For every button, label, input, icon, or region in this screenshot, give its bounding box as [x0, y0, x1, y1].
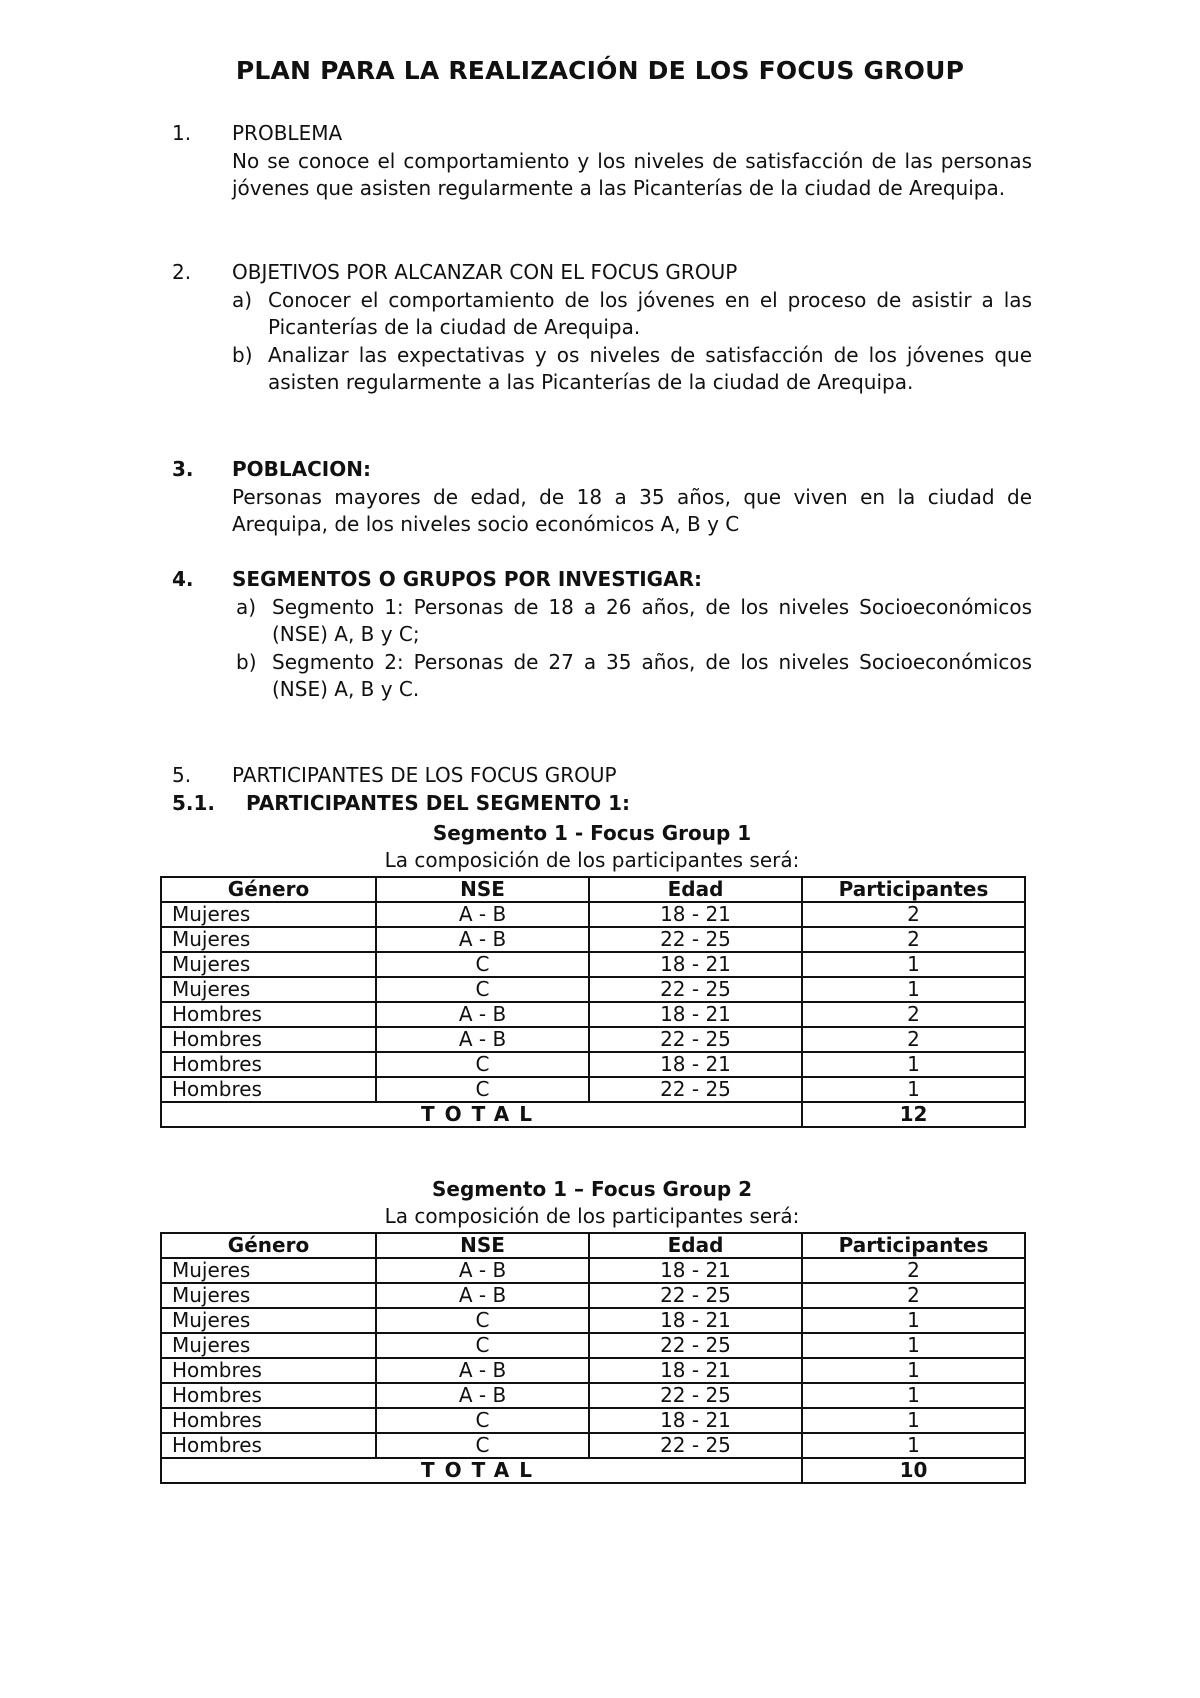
list-item-text: Conocer el comportamiento de los jóvenes en el proceso de asistir a las Picanterías de la ciudad de Arequipa. [268, 287, 1032, 340]
cell-participantes: 1 [802, 1383, 1025, 1408]
table-row [161, 1383, 1025, 1408]
cell-nse: C [376, 1052, 589, 1077]
table-header-row [161, 1233, 1025, 1258]
cell-nse: A - B [376, 1283, 589, 1308]
cell-edad: 22 - 25 [589, 1383, 802, 1408]
cell-nse: A - B [376, 927, 589, 952]
cell-participantes: 1 [802, 1408, 1025, 1433]
cell-genero: Hombres [161, 1358, 376, 1383]
subsection-title: PARTICIPANTES DEL SEGMENTO 1: [246, 790, 630, 815]
cell-nse: A - B [376, 1258, 589, 1283]
cell-nse: C [376, 1333, 589, 1358]
cell-nse: C [376, 1433, 589, 1458]
cell-edad: 22 - 25 [589, 1433, 802, 1458]
cell-genero: Mujeres [161, 927, 376, 952]
cell-participantes: 1 [802, 1077, 1025, 1102]
cell-edad: 18 - 21 [589, 1258, 802, 1283]
section-heading [172, 566, 1032, 594]
table-header-row [161, 877, 1025, 902]
cell-genero: Hombres [161, 1408, 376, 1433]
list-item [232, 342, 1032, 397]
section-number: 3. [172, 457, 194, 481]
cell-nse: C [376, 1077, 589, 1102]
cell-edad: 22 - 25 [589, 1027, 802, 1052]
cell-genero: Mujeres [161, 902, 376, 927]
table-row [161, 952, 1025, 977]
subsection-heading [172, 790, 1032, 818]
list-marker: a) [232, 287, 253, 312]
list-item [236, 594, 1032, 649]
cell-edad: 18 - 21 [589, 952, 802, 977]
cell-edad: 18 - 21 [589, 902, 802, 927]
table-row [161, 1433, 1025, 1458]
section-heading [172, 762, 1032, 790]
cell-genero: Hombres [161, 1027, 376, 1052]
cell-genero: Mujeres [161, 1258, 376, 1283]
table-caption: Segmento 1 - Focus Group 1 [432, 821, 752, 845]
cell-genero: Mujeres [161, 1283, 376, 1308]
table-row [161, 1333, 1025, 1358]
cell-edad: 22 - 25 [589, 1333, 802, 1358]
cell-nse: C [376, 977, 589, 1002]
cell-genero: Hombres [161, 1383, 376, 1408]
column-header: Participantes [802, 1233, 1025, 1258]
table-caption: Segmento 1 – Focus Group 2 [431, 1177, 753, 1201]
total-value: 10 [802, 1458, 1025, 1483]
cell-genero: Mujeres [161, 1308, 376, 1333]
cell-edad: 18 - 21 [589, 1308, 802, 1333]
list-item-text: Segmento 1: Personas de 18 a 26 años, de los niveles Socioeconómicos (NSE) A, B y C; [272, 594, 1032, 647]
subsection-number: 5.1. [172, 790, 216, 815]
list-item [236, 649, 1032, 704]
cell-participantes: 2 [802, 1283, 1025, 1308]
table-row [161, 1408, 1025, 1433]
section-title: SEGMENTOS O GRUPOS POR INVESTIGAR: [232, 567, 702, 591]
objectives-list [232, 287, 1032, 397]
section-title: PROBLEMA [232, 121, 343, 145]
cell-genero: Mujeres [161, 1333, 376, 1358]
cell-nse: A - B [376, 1002, 589, 1027]
column-header: Edad [589, 1233, 802, 1258]
cell-nse: C [376, 1308, 589, 1333]
section-heading [172, 120, 1032, 148]
cell-participantes: 2 [802, 1258, 1025, 1283]
section-paragraph: No se conoce el comportamiento y los niveles de satisfacción de las personas jóvenes que asisten regularmente a las Picanterías de la ciudad de Arequipa. [232, 148, 1032, 201]
table-row [161, 927, 1025, 952]
cell-participantes: 1 [802, 1333, 1025, 1358]
list-marker: a) [236, 594, 257, 619]
column-header: Participantes [802, 877, 1025, 902]
table-row [161, 902, 1025, 927]
section-segmentos [172, 566, 1032, 704]
cell-participantes: 2 [802, 1002, 1025, 1027]
cell-genero: Hombres [161, 1002, 376, 1027]
cell-nse: A - B [376, 1027, 589, 1052]
table-row [161, 1258, 1025, 1283]
table-row [161, 1308, 1025, 1333]
cell-participantes: 1 [802, 1052, 1025, 1077]
cell-edad: 18 - 21 [589, 1408, 802, 1433]
section-paragraph: Personas mayores de edad, de 18 a 35 años, que viven en la ciudad de Arequipa, de los niveles socio económicos A, B y C [232, 484, 1032, 537]
table-row [161, 1358, 1025, 1383]
list-item-text: Segmento 2: Personas de 27 a 35 años, de los niveles Socioeconómicos (NSE) A, B y C. [272, 649, 1032, 702]
table-intro: La composición de los participantes será: [384, 848, 800, 872]
column-header: Género [161, 877, 376, 902]
cell-nse: A - B [376, 1358, 589, 1383]
cell-participantes: 2 [802, 902, 1025, 927]
cell-edad: 22 - 25 [589, 1077, 802, 1102]
total-label: TOTAL [161, 1458, 802, 1483]
table-body [161, 902, 1025, 1102]
cell-genero: Mujeres [161, 977, 376, 1002]
cell-nse: A - B [376, 1383, 589, 1408]
cell-genero: Hombres [161, 1052, 376, 1077]
section-poblacion [172, 456, 1032, 539]
column-header: NSE [376, 1233, 589, 1258]
table-row [161, 1283, 1025, 1308]
cell-edad: 22 - 25 [589, 1283, 802, 1308]
section-number: 5. [172, 763, 192, 787]
section-title: POBLACION: [232, 457, 371, 481]
document-title: PLAN PARA LA REALIZACIÓN DE LOS FOCUS GROUP [235, 56, 965, 85]
table-total-row [161, 1458, 1025, 1483]
column-header: NSE [376, 877, 589, 902]
focus-group-1-table [160, 876, 1026, 1128]
total-label: TOTAL [161, 1102, 802, 1127]
total-value: 12 [802, 1102, 1025, 1127]
list-marker: b) [236, 649, 257, 674]
table-row [161, 1027, 1025, 1052]
segments-list [236, 594, 1032, 704]
cell-edad: 22 - 25 [589, 927, 802, 952]
table-row [161, 1002, 1025, 1027]
cell-participantes: 1 [802, 1433, 1025, 1458]
list-marker: b) [232, 342, 253, 367]
section-title: PARTICIPANTES DE LOS FOCUS GROUP [232, 763, 617, 787]
cell-genero: Hombres [161, 1077, 376, 1102]
table-total-row [161, 1102, 1025, 1127]
cell-nse: C [376, 952, 589, 977]
cell-edad: 18 - 21 [589, 1052, 802, 1077]
cell-participantes: 1 [802, 977, 1025, 1002]
section-heading [172, 259, 1032, 287]
column-header: Edad [589, 877, 802, 902]
section-problema [172, 120, 1032, 203]
section-number: 4. [172, 567, 194, 591]
list-item [232, 287, 1032, 342]
table-intro: La composición de los participantes será: [384, 1204, 800, 1228]
cell-participantes: 1 [802, 1308, 1025, 1333]
cell-genero: Mujeres [161, 952, 376, 977]
section-number: 2. [172, 260, 192, 284]
section-objetivos [172, 259, 1032, 397]
table-body [161, 1258, 1025, 1458]
section-heading [172, 456, 1032, 484]
cell-participantes: 1 [802, 1358, 1025, 1383]
section-participantes [172, 762, 1032, 817]
cell-participantes: 2 [802, 1027, 1025, 1052]
column-header: Género [161, 1233, 376, 1258]
table-row [161, 1077, 1025, 1102]
list-item-text: Analizar las expectativas y os niveles de satisfacción de los jóvenes que asisten regularmente a las Picanterías de la ciudad de Arequipa. [268, 342, 1032, 395]
table-row [161, 977, 1025, 1002]
cell-nse: A - B [376, 902, 589, 927]
cell-participantes: 2 [802, 927, 1025, 952]
focus-group-2-table [160, 1232, 1026, 1484]
cell-edad: 18 - 21 [589, 1002, 802, 1027]
cell-genero: Hombres [161, 1433, 376, 1458]
cell-edad: 22 - 25 [589, 977, 802, 1002]
cell-edad: 18 - 21 [589, 1358, 802, 1383]
cell-participantes: 1 [802, 952, 1025, 977]
cell-nse: C [376, 1408, 589, 1433]
section-title: OBJETIVOS POR ALCANZAR CON EL FOCUS GROUP [232, 260, 738, 284]
section-number: 1. [172, 121, 192, 145]
table-row [161, 1052, 1025, 1077]
